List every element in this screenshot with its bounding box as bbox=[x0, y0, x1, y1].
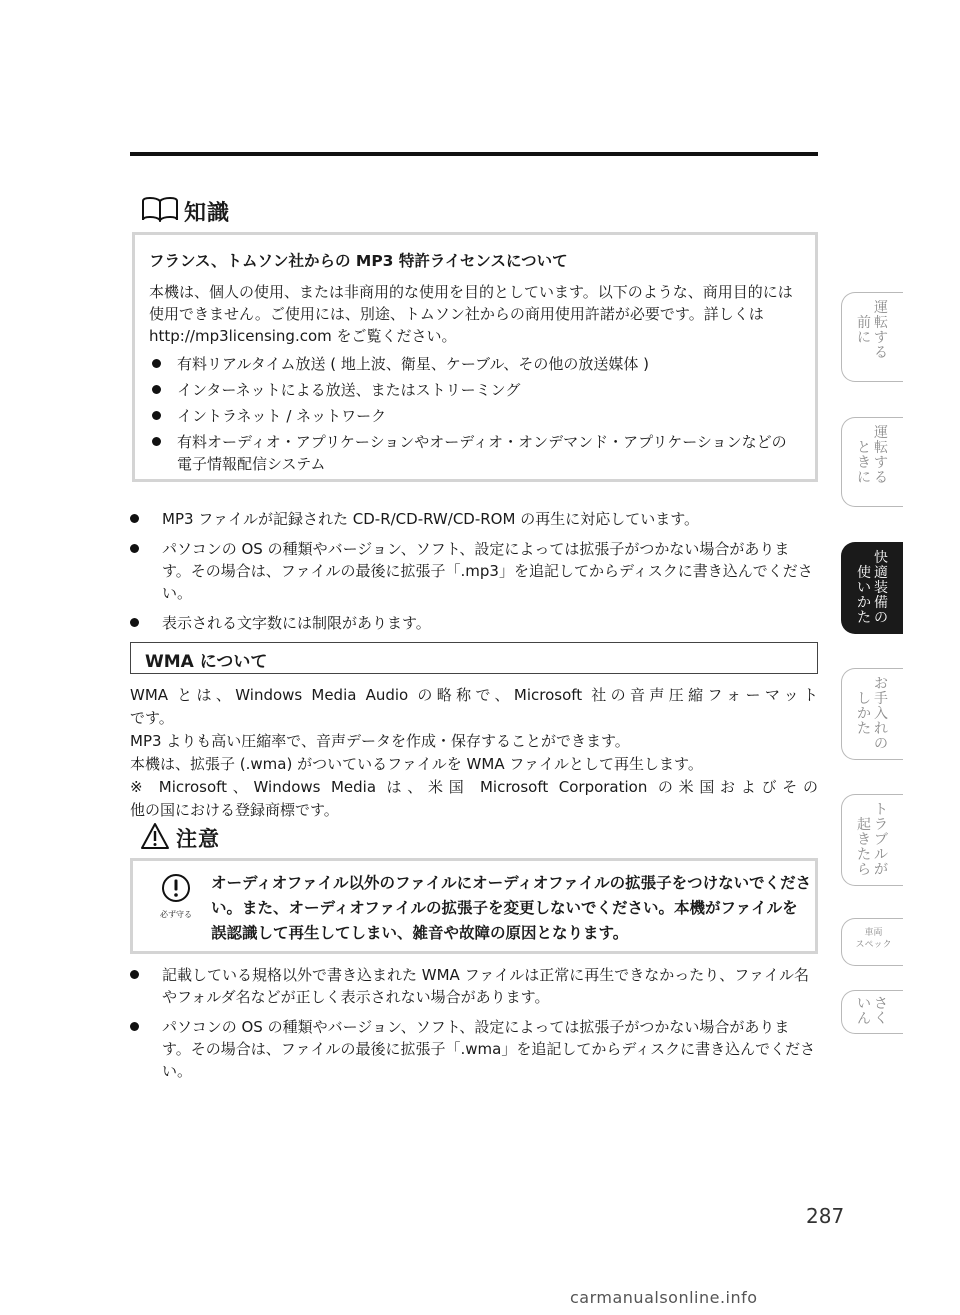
wma-line: 本機は、拡張子 (.wma) がついているファイルを WMA ファイルとして再生します。 bbox=[130, 755, 703, 773]
list-item: 有料リアルタイム放送 ( 地上波、衛星、ケーブル、その他の放送媒体 ) bbox=[149, 353, 801, 375]
knowledge-title: フランス、トムソン社からの MP3 特許ライセンスについて bbox=[149, 252, 568, 270]
tab-label-line: 車両 bbox=[864, 928, 883, 938]
list-item: 有料オーディオ・アプリケーションやオーディオ・オンデマンド・アプリケーションなどの電子情報配信システム bbox=[149, 431, 801, 475]
bullet-dot bbox=[130, 514, 139, 523]
tab-label-col: ときに bbox=[857, 440, 871, 486]
mp3-notes-list bbox=[130, 508, 818, 642]
wma-heading: WMA について bbox=[130, 642, 818, 674]
bullet-dot bbox=[152, 385, 161, 394]
list-item: 記載している規格以外で書き込まれた WMA ファイルは正常に再生できなかったり、ファイル名やフォルダ名などが正しく表示されない場合があります。 bbox=[130, 964, 818, 1008]
watermark: carmanualsonline.info bbox=[570, 1288, 758, 1307]
bullet-dot bbox=[130, 618, 139, 627]
tab-label-col: 運転する bbox=[874, 300, 888, 361]
warning-triangle-icon bbox=[140, 822, 170, 854]
list-item: 表示される文字数には制限があります。 bbox=[130, 612, 818, 634]
tab-maintenance[interactable] bbox=[841, 668, 903, 760]
list-item: パソコンの OS の種類やバージョン、ソフト、設定によっては拡張子がつかない場合があります。その場合は、ファイルの最後に拡張子「.mp3」を追記してからディスクに書き込んでください。 bbox=[130, 538, 818, 604]
list-item: インターネットによる放送、またはストリーミング bbox=[149, 379, 801, 401]
tab-label-col: しかた bbox=[857, 691, 871, 737]
must-follow-label: 必ず守る bbox=[160, 910, 192, 919]
caution-heading-text: 注意 bbox=[176, 827, 220, 851]
tab-label-col: さく bbox=[874, 996, 888, 1027]
tab-label-col: 前に bbox=[857, 315, 871, 346]
tab-vehicle-specs[interactable] bbox=[841, 918, 903, 966]
bullet-dot bbox=[152, 359, 161, 368]
book-icon bbox=[140, 196, 180, 226]
must-follow-badge bbox=[153, 873, 199, 920]
bullet-dot bbox=[130, 544, 139, 553]
list-item: イントラネット / ネットワーク bbox=[149, 405, 801, 427]
exclamation-circle-icon bbox=[161, 888, 191, 907]
top-rule bbox=[130, 152, 818, 156]
tab-label-col: 運転する bbox=[874, 425, 888, 486]
list-item: パソコンの OS の種類やバージョン、ソフト、設定によっては拡張子がつかない場合があります。その場合は、ファイルの最後に拡張子「.wma」を追記してからディスクに書き込んでください。 bbox=[130, 1016, 818, 1082]
bullet-dot bbox=[130, 970, 139, 979]
tab-label-line: スペック bbox=[855, 940, 892, 950]
tab-before-driving[interactable] bbox=[841, 292, 903, 382]
wma-line: WMA とは、Windows Media Audio の略称で、Microsoft 社の音声圧縮フォーマット bbox=[130, 686, 818, 704]
tab-label-col: 快適装備の bbox=[874, 550, 888, 626]
tab-while-driving[interactable] bbox=[841, 417, 903, 507]
bullet-dot bbox=[152, 437, 161, 446]
caution-box bbox=[130, 858, 818, 954]
page-number: 287 bbox=[806, 1204, 845, 1228]
tab-troubleshooting[interactable] bbox=[841, 794, 903, 886]
tab-label-col: いん bbox=[857, 996, 871, 1027]
wma-line: ※ Microsoft、Windows Media は、米国 Microsoft Corporation の米国およびその bbox=[130, 778, 818, 796]
knowledge-heading-text: 知識 bbox=[184, 200, 231, 226]
wma-line: 他の国における登録商標です。 bbox=[130, 801, 339, 819]
caution-text: オーディオファイル以外のファイルにオーディオファイルの拡張子をつけないでください。また、オーディオファイルの拡張子を変更しないでください。本機がファイルを誤認識して再生してしまい、雑音や故障の原因となります。 bbox=[211, 874, 812, 942]
tab-label-col: トラブルが bbox=[874, 802, 888, 878]
wma-description bbox=[130, 684, 818, 822]
knowledge-heading bbox=[140, 196, 230, 226]
wma-notes-list bbox=[130, 964, 818, 1090]
bullet-dot bbox=[130, 1022, 139, 1031]
bullet-dot bbox=[152, 411, 161, 420]
knowledge-box bbox=[132, 232, 818, 482]
list-item: MP3 ファイルが記録された CD-R/CD-RW/CD-ROM の再生に対応しています。 bbox=[130, 508, 818, 530]
tab-label-col: 起きたら bbox=[857, 817, 871, 878]
tab-label-col: 使いかた bbox=[857, 565, 871, 626]
wma-line: です。 bbox=[130, 709, 174, 727]
tab-index[interactable] bbox=[841, 990, 903, 1034]
knowledge-body: 本機は、個人の使用、または非商用的な使用を目的としています。以下のような、商用目的には使用できません。ご使用には、別途、トムソン社からの商用使用許諾が必要です。詳しくは http://mp3licensing.com をご覧ください。 bbox=[149, 283, 793, 345]
tab-label-col: お手入れの bbox=[874, 676, 888, 752]
knowledge-bullet-list bbox=[149, 353, 801, 475]
tab-comfort-equipment[interactable] bbox=[841, 542, 903, 634]
caution-heading bbox=[140, 822, 220, 854]
wma-line: MP3 よりも高い圧縮率で、音声データを作成・保存することができます。 bbox=[130, 732, 630, 750]
